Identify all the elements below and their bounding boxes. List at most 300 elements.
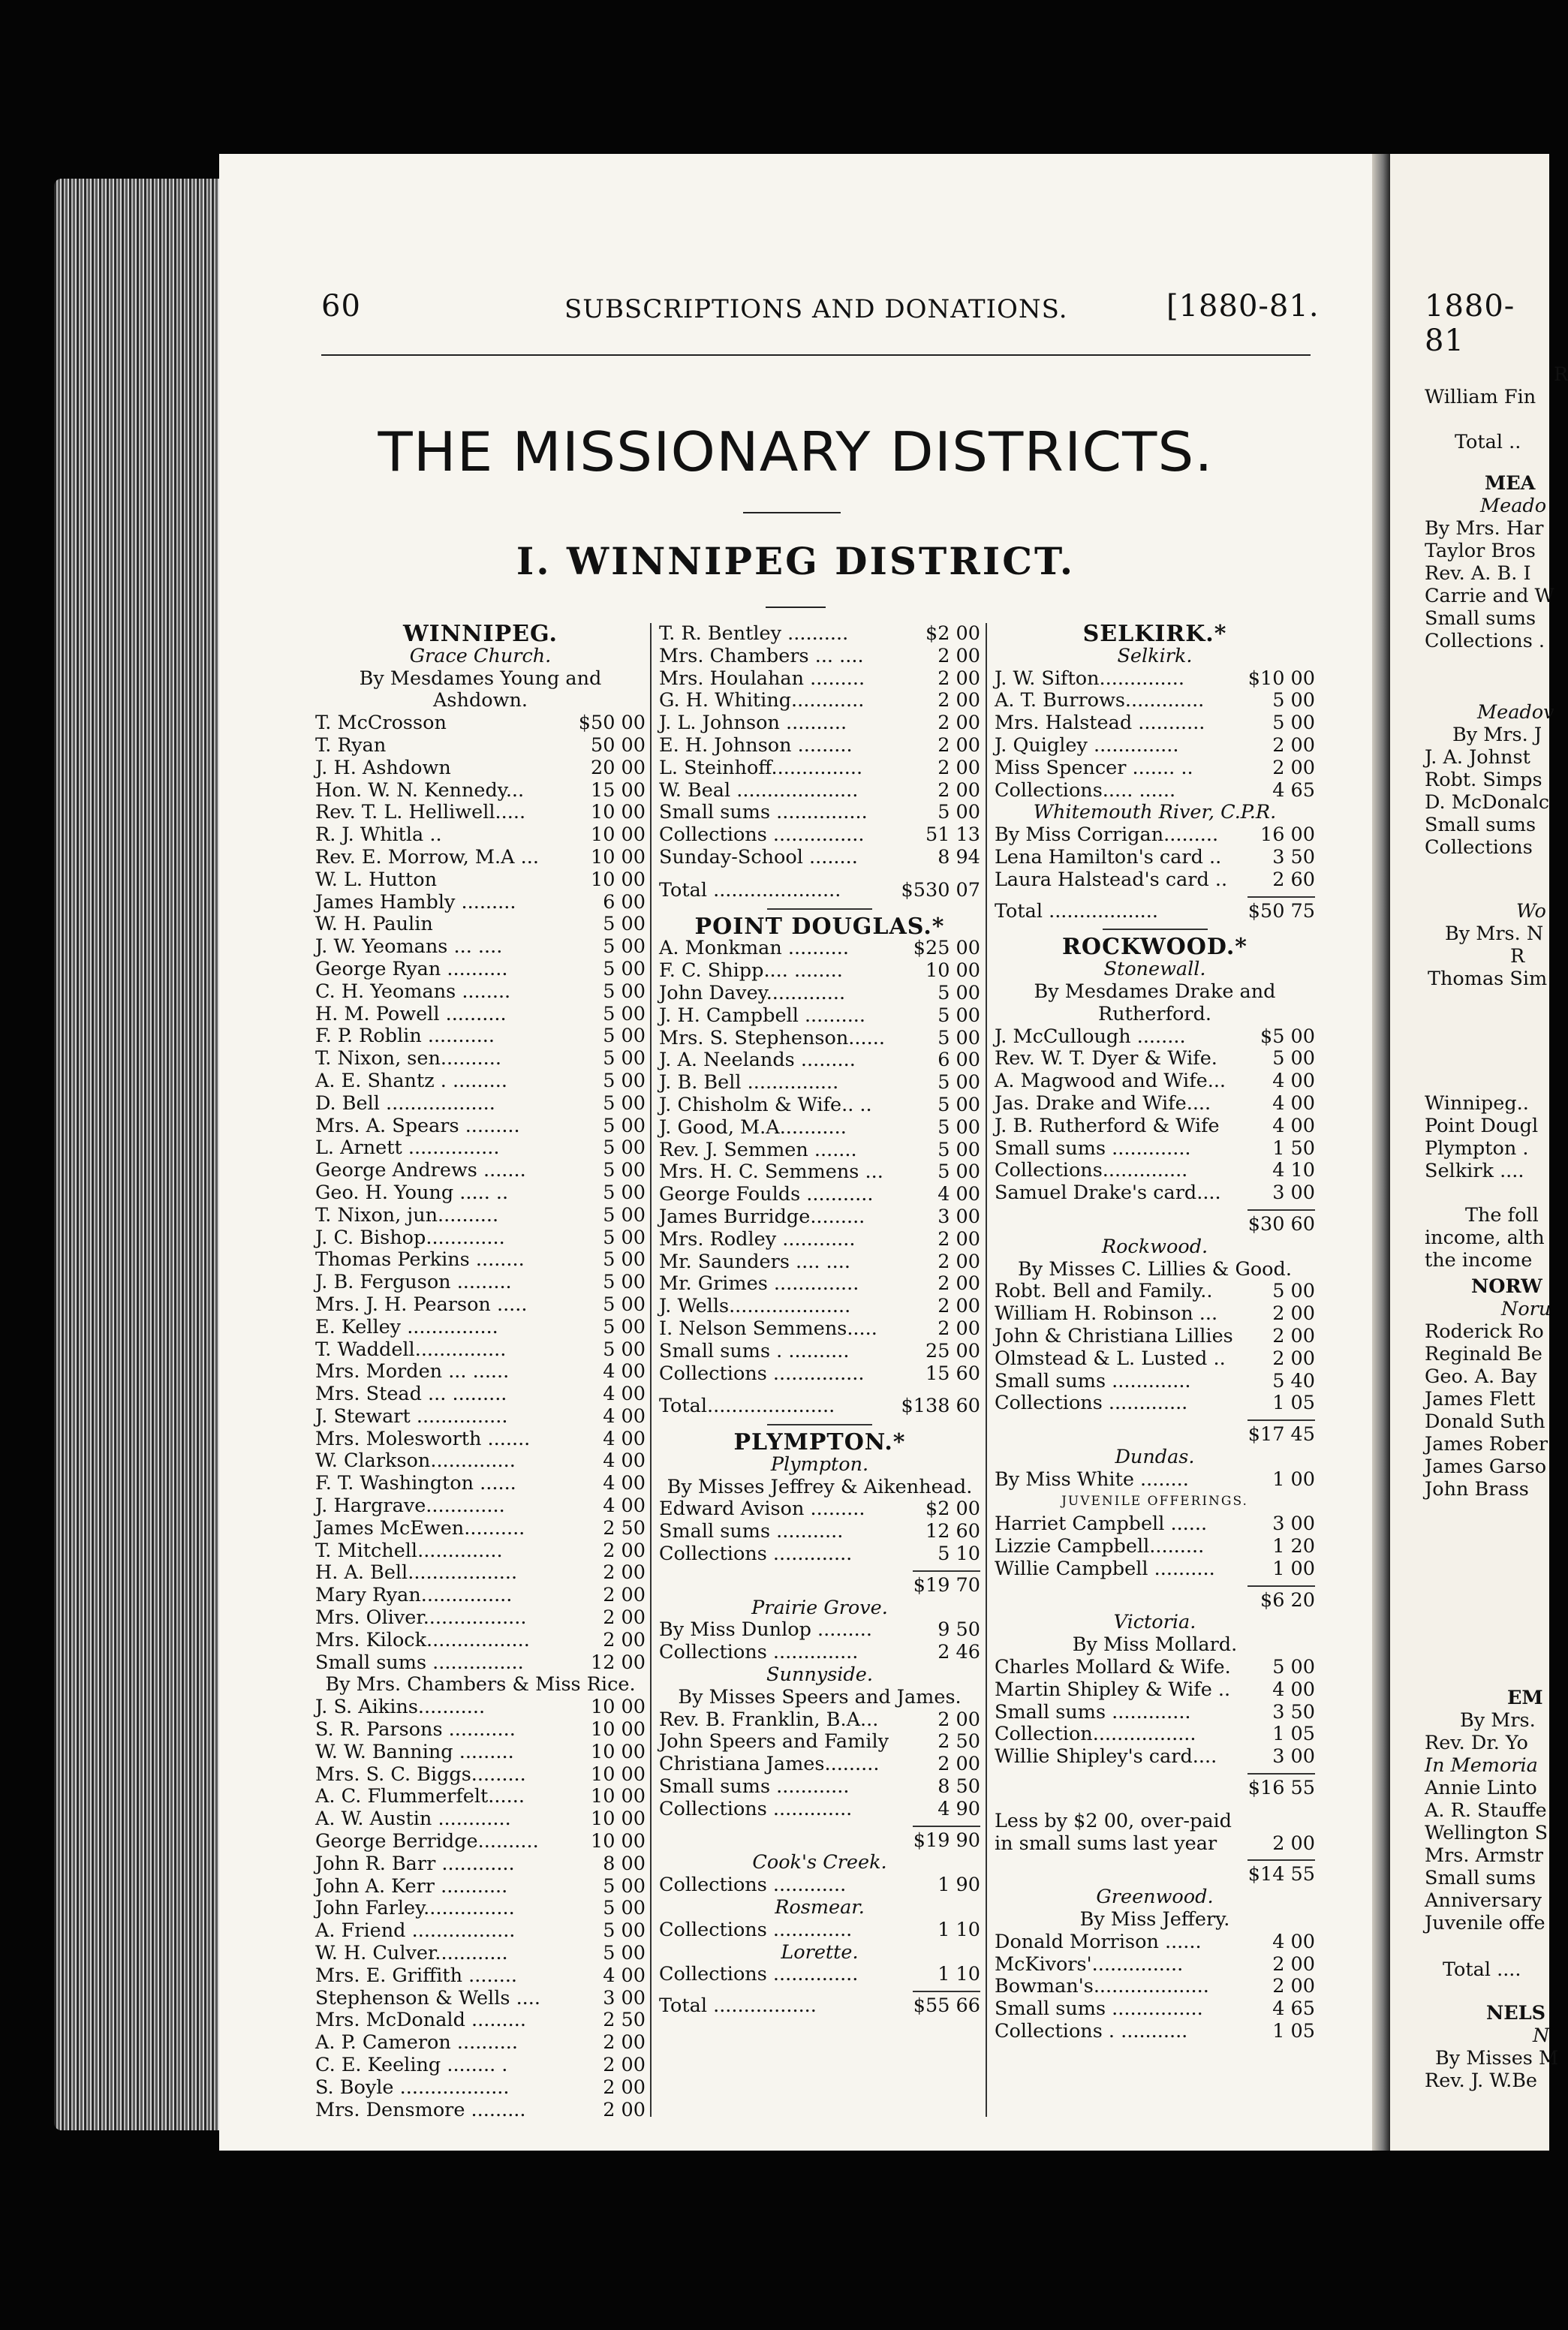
entry-amount: 2 50 — [603, 1516, 646, 1540]
entry-row — [659, 1776, 980, 1799]
entry-name: By Miss Corrigan......... — [995, 823, 1219, 847]
entry-name: J. Good, M.A........... — [659, 1115, 847, 1139]
entry-row — [659, 1206, 980, 1229]
entry-name: A. E. Shantz . ......... — [315, 1069, 507, 1092]
entry-row — [995, 1558, 1315, 1581]
station-heading: Victoria. — [1113, 1611, 1196, 1634]
entry-amount: 1 10 — [937, 1963, 980, 1986]
entry-row — [995, 1093, 1315, 1115]
entry-amount: 5 00 — [603, 1897, 646, 1920]
entry-row — [995, 1702, 1315, 1724]
right-page-text: MEA — [1485, 472, 1536, 495]
entry-row — [315, 1182, 646, 1205]
entry-row — [315, 1876, 646, 1898]
sum-rule — [913, 1570, 980, 1572]
entry-amount: 5 00 — [603, 1136, 646, 1160]
entry-amount: 5 00 — [1272, 689, 1315, 712]
entry-amount: 5 00 — [1272, 1656, 1315, 1679]
entry-amount: 5 00 — [603, 1271, 646, 1294]
entry-row — [995, 1746, 1315, 1769]
station-heading: Rosmear. — [775, 1896, 865, 1919]
entry-amount: 5 00 — [603, 1338, 646, 1361]
sum-rule — [1247, 896, 1315, 898]
entry-amount: 3 00 — [1272, 1745, 1315, 1769]
entry-name: A. Monkman .......... — [659, 937, 849, 960]
entry-name: Sunday-School ........ — [659, 845, 858, 868]
entry-name: Charles Mollard & Wife. — [995, 1656, 1231, 1679]
entry-amount: 2 00 — [1272, 1347, 1315, 1370]
entry-amount: 2 60 — [1272, 868, 1315, 891]
entry-name: J. McCullough ........ — [995, 1025, 1186, 1048]
entry-name: Rev. T. L. Helliwell..... — [315, 801, 526, 824]
sum-rule — [1247, 1773, 1315, 1775]
entry-name: Small sums ............. — [995, 1369, 1191, 1392]
entry-amount: 2 00 — [1272, 1975, 1315, 1998]
entry-name: L. Steinhoff............... — [659, 756, 863, 779]
entry-amount: 2 00 — [937, 644, 980, 667]
entry-amount: 10 00 — [590, 1740, 646, 1763]
station-heading: Lorette. — [781, 1940, 859, 1964]
entry-amount: 2 00 — [937, 733, 980, 757]
entry-row — [315, 1004, 646, 1026]
entry-amount: $5 00 — [1260, 1025, 1315, 1048]
entry-row — [659, 690, 980, 712]
entry-row — [659, 1341, 980, 1363]
right-page-text: Anniversary — [1425, 1889, 1542, 1912]
entry-row — [995, 1811, 1315, 1833]
entry-name: Hon. W. N. Kennedy... — [315, 778, 525, 802]
entry-row — [315, 802, 646, 824]
right-page-text: Small sums — [1425, 607, 1536, 630]
entry-name: Martin Shipley & Wife .. — [995, 1678, 1231, 1701]
station-heading: Whitemouth River, C.P.R. — [1033, 801, 1277, 824]
entry-row — [315, 1205, 646, 1227]
entry-row — [995, 690, 1315, 712]
entry-amount: 2 00 — [1272, 733, 1315, 757]
entry-amount: 8 94 — [937, 845, 980, 868]
entry-amount: 2 00 — [937, 1708, 980, 1731]
entry-row — [995, 780, 1315, 802]
entry-amount: 5 00 — [937, 1004, 980, 1027]
entry-amount: 5 00 — [603, 1159, 646, 1182]
entry-name: Rev. B. Franklin, B.A... — [659, 1708, 879, 1731]
entry-row — [315, 1048, 646, 1070]
entry-amount: 5 00 — [603, 1315, 646, 1338]
entry-row — [659, 938, 980, 960]
entry-amount: $10 00 — [1247, 667, 1315, 690]
entry-row — [315, 712, 646, 735]
entry-amount: 4 00 — [603, 1360, 646, 1383]
entry-name: Christiana James......... — [659, 1753, 880, 1776]
entry-amount: 2 00 — [603, 1539, 646, 1562]
entry-row — [659, 1995, 980, 2018]
entry-amount: 5 00 — [603, 1874, 646, 1898]
entry-amount: $2 00 — [925, 1498, 980, 1521]
entry-row — [995, 1469, 1315, 1492]
entry-name: L. Arnett ............... — [315, 1136, 500, 1160]
entry-amount: 1 20 — [1272, 1535, 1315, 1558]
entry-row — [659, 780, 980, 802]
sum-rule — [1247, 1585, 1315, 1587]
entry-row — [659, 847, 980, 869]
entry-name: J. Wells.................... — [659, 1295, 851, 1318]
right-page-text: Juvenile offe — [1425, 1912, 1545, 1934]
entry-name: Mr. Saunders .... .... — [659, 1250, 850, 1273]
entry-name: George Andrews ....... — [315, 1159, 526, 1182]
right-page-text: NELS — [1486, 2002, 1546, 2024]
entry-row — [315, 1227, 646, 1250]
entry-row — [315, 1428, 646, 1451]
entry-name: Mr. Grimes .............. — [659, 1272, 859, 1296]
entry-name: Small sums ............... — [995, 1997, 1203, 2021]
entry-name: Mrs. Stead ... ......... — [315, 1383, 507, 1406]
entry-row — [659, 1184, 980, 1206]
entry-row — [315, 757, 646, 780]
entry-row — [659, 983, 980, 1005]
entry-amount: 4 00 — [1272, 1091, 1315, 1115]
entry-amount: 4 00 — [1272, 1930, 1315, 1953]
entry-name: Collections .............. — [659, 1963, 859, 1986]
station-heading: Cook's Creek. — [752, 1851, 887, 1874]
entry-name: J. B. Ferguson ......... — [315, 1271, 512, 1294]
right-page-text: Plympton . — [1425, 1137, 1529, 1160]
entry-name: D. Bell .................. — [315, 1091, 495, 1115]
entry-name: F. T. Washington ...... — [315, 1472, 516, 1495]
entry-amount: 3 00 — [937, 1205, 980, 1228]
entry-row — [315, 1562, 646, 1585]
entry-row — [315, 1943, 646, 1965]
entry-name: Small sums ............. — [995, 1136, 1191, 1160]
entry-name: Collections . ........... — [995, 2020, 1188, 2043]
entry-row — [659, 1251, 980, 1274]
entry-name: Mrs. McDonald ......... — [315, 2009, 526, 2032]
entry-amount: 10 00 — [590, 801, 646, 824]
entry-name: J. H. Campbell .......... — [659, 1004, 866, 1027]
entry-row — [659, 1521, 980, 1543]
circuit-heading: SELKIRK.* — [1082, 621, 1227, 647]
entry-amount: 5 00 — [603, 980, 646, 1003]
entry-amount: 5 00 — [937, 1115, 980, 1139]
entry-amount: 5 00 — [603, 935, 646, 959]
entry-name: T. Ryan — [315, 733, 387, 757]
right-page-text: Selkirk .... — [1425, 1160, 1524, 1182]
entry-name: Collections ............. — [995, 1392, 1188, 1415]
entry-row — [315, 1160, 646, 1182]
entry-row — [315, 1070, 646, 1093]
entry-row — [315, 1607, 646, 1630]
right-page-text: Small sums — [1425, 1867, 1536, 1889]
entry-amount: 10 00 — [590, 868, 646, 891]
entry-row — [315, 892, 646, 914]
entry-name: George Foulds ........... — [659, 1183, 874, 1206]
entry-name: Total .................. — [995, 899, 1158, 923]
entry-amount: 2 00 — [1272, 756, 1315, 779]
entry-amount: 2 00 — [603, 1561, 646, 1585]
spacer — [659, 1385, 980, 1395]
sum-rule — [1247, 1209, 1315, 1211]
entry-name: Samuel Drake's card.... — [995, 1182, 1221, 1205]
right-page-text: the income — [1425, 1249, 1533, 1272]
header-rule — [321, 354, 1311, 356]
station-heading: Greenwood. — [1096, 1886, 1214, 1909]
entry-row — [995, 1115, 1315, 1138]
entry-row — [659, 960, 980, 983]
right-page-text: Meadov — [1477, 701, 1554, 724]
entry-name: Rev. J. Semmen ....... — [659, 1138, 857, 1161]
entry-row — [315, 869, 646, 892]
circuit-heading: PLYMPTON.* — [733, 1429, 906, 1456]
column-divider-2 — [986, 623, 987, 2117]
entry-amount: 2 00 — [603, 1628, 646, 1651]
entry-amount: 5 00 — [603, 913, 646, 936]
entry-name: J. Quigley .............. — [995, 733, 1179, 757]
entry-name: Lizzie Campbell......... — [995, 1535, 1205, 1558]
right-page-text: Taylor Bros — [1425, 540, 1536, 562]
entry-row — [659, 1498, 980, 1521]
entry-name: A. W. Austin ............ — [315, 1808, 511, 1831]
entry-amount: $50 75 — [1247, 899, 1315, 923]
entry-amount: 8 50 — [937, 1775, 980, 1799]
entry-amount: 4 00 — [603, 1449, 646, 1473]
subtotal-amount: $19 70 — [913, 1573, 980, 1597]
right-page-text: Geo. A. Bay — [1425, 1365, 1537, 1388]
entry-name: John & Christiana Lillies — [995, 1324, 1233, 1347]
collector-line: By Miss Jeffery. — [1079, 1908, 1230, 1931]
entry-name: J. W. Yeomans ... .... — [315, 935, 503, 959]
entry-row — [659, 1117, 980, 1139]
entry-name: T. Nixon, sen.......... — [315, 1047, 501, 1070]
right-page-text: Thomas Sim — [1428, 968, 1548, 990]
entry-name: Less by $2 00, over-paid — [995, 1809, 1232, 1832]
right-page-text: Donald Suth — [1425, 1410, 1545, 1433]
entry-amount: $2 00 — [925, 622, 980, 645]
entry-name: John Davey............. — [659, 981, 846, 1004]
subtotal-amount: $30 60 — [1247, 1212, 1315, 1236]
entry-name: Mrs. Houlahan ......... — [659, 667, 865, 690]
right-page-text: Total .... — [1443, 1958, 1521, 1981]
entry-row — [315, 959, 646, 981]
entry-name: Small sums ........... — [659, 1520, 844, 1543]
entry-name: William H. Robinson ... — [995, 1302, 1218, 1326]
entry-name: W. Clarkson.............. — [315, 1449, 516, 1473]
entry-row — [995, 757, 1315, 780]
entry-row — [315, 936, 646, 959]
entry-name: Miss Spencer ....... .. — [995, 756, 1193, 779]
right-page-text: J. A. Johnst — [1425, 746, 1530, 769]
entry-name: Bowman's................... — [995, 1975, 1209, 1998]
entry-row — [659, 1161, 980, 1184]
entry-amount: 2 50 — [603, 2009, 646, 2032]
entry-amount: 10 00 — [925, 959, 980, 983]
entry-amount: 1 90 — [937, 1874, 980, 1897]
entry-name: A. Friend ................. — [315, 1919, 516, 1943]
entry-amount: 2 00 — [603, 1606, 646, 1630]
entry-name: Small sums ............ — [659, 1775, 850, 1799]
entry-amount: 5 00 — [937, 1093, 980, 1116]
entry-row — [995, 1303, 1315, 1326]
entry-name: W. Beal .................... — [659, 778, 859, 802]
entry-row — [659, 1363, 980, 1386]
entry-amount: 51 13 — [925, 823, 980, 847]
year-range: [1880-81. — [1166, 289, 1320, 324]
entry-row — [315, 1093, 646, 1115]
entry-amount: 10 00 — [590, 1785, 646, 1808]
entry-amount: 2 00 — [937, 778, 980, 802]
entry-name: Mrs. Oliver................. — [315, 1606, 527, 1630]
right-page-text: James Garso — [1425, 1455, 1547, 1478]
entry-amount: 2 00 — [603, 2031, 646, 2055]
right-page-text: D. McDonalc — [1425, 791, 1549, 814]
entry-amount: 50 00 — [590, 733, 646, 757]
entry-name: Mrs. Morden ... ...... — [315, 1360, 510, 1383]
entry-name: T. Mitchell.............. — [315, 1539, 503, 1562]
station-heading: Selkirk. — [1117, 644, 1193, 667]
entry-name: E. Kelley ............... — [315, 1315, 498, 1338]
entry-name: Geo. H. Young ..... .. — [315, 1181, 509, 1204]
entry-amount: 5 00 — [603, 1002, 646, 1025]
right-page-text: Rev. Dr. Yo — [1425, 1732, 1528, 1754]
right-page-text: Meado — [1480, 495, 1547, 517]
section-rule — [767, 908, 872, 910]
entry-amount: 1 10 — [937, 1918, 980, 1941]
right-page-text: John Brass — [1425, 1478, 1529, 1501]
subtotal-amount: $17 45 — [1247, 1423, 1315, 1446]
entry-name: Small sums ............. — [995, 1700, 1191, 1723]
entry-name: Collections..... ...... — [995, 778, 1176, 802]
entry-row — [995, 1348, 1315, 1371]
entry-amount: 10 00 — [590, 1696, 646, 1719]
entry-name: Rev. W. T. Dyer & Wife. — [995, 1047, 1217, 1070]
entry-row — [995, 712, 1315, 735]
entry-name: Mrs. Halstead ........... — [995, 712, 1205, 735]
entry-amount: 15 60 — [925, 1362, 980, 1385]
entry-row — [659, 1642, 980, 1664]
station-heading: Stonewall. — [1103, 958, 1206, 981]
entry-name: Total ..................... — [659, 878, 841, 902]
entry-amount: 2 00 — [937, 1317, 980, 1340]
entry-name: F. C. Shipp.... ........ — [659, 959, 843, 983]
entry-name: E. H. Johnson ......... — [659, 733, 853, 757]
entry-name: Collections ............... — [659, 1362, 865, 1385]
entry-amount: 4 10 — [1272, 1159, 1315, 1182]
right-page-text: N — [1533, 2024, 1550, 2047]
entry-amount: 5 00 — [603, 1203, 646, 1227]
entry-amount: 3 00 — [1272, 1513, 1315, 1536]
entry-row — [659, 1296, 980, 1318]
entry-name: Mrs. S. Stephenson...... — [659, 1026, 885, 1049]
entry-name: By Miss Dunlop ......... — [659, 1618, 872, 1642]
entry-row — [315, 1786, 646, 1808]
page-number: 60 — [321, 289, 361, 324]
entry-row — [995, 1048, 1315, 1070]
entry-amount: 5 00 — [603, 1025, 646, 1048]
collector-line: By Misses Speers and James. — [678, 1685, 962, 1708]
entry-amount: 5 00 — [603, 1942, 646, 1965]
entry-row — [315, 1473, 646, 1495]
entry-row — [315, 824, 646, 847]
entry-row — [315, 1406, 646, 1428]
entry-amount: 4 65 — [1272, 778, 1315, 802]
entry-row — [315, 2009, 646, 2032]
station-heading: Sunnyside. — [766, 1663, 873, 1687]
entry-amount: 6 00 — [603, 890, 646, 914]
entry-amount: $138 60 — [901, 1395, 980, 1418]
entry-row — [315, 735, 646, 757]
entry-row — [315, 1808, 646, 1831]
entry-row — [995, 1026, 1315, 1049]
entry-row — [315, 780, 646, 802]
entry-amount: 1 00 — [1272, 1557, 1315, 1580]
entry-name: T. McCrosson — [315, 712, 447, 735]
collector-line: By Mesdames Drake and — [1034, 980, 1276, 1003]
entry-row — [315, 1361, 646, 1383]
collector-line: By Mrs. Chambers & Miss Rice. — [325, 1673, 636, 1696]
entry-name: John A. Kerr ........... — [315, 1874, 508, 1898]
entry-amount: 5 40 — [1272, 1369, 1315, 1392]
entry-row — [315, 2077, 646, 2100]
entry-amount: 1 05 — [1272, 1392, 1315, 1415]
entry-amount: 2 00 — [603, 2054, 646, 2076]
entry-row — [659, 1619, 980, 1642]
entry-amount — [1309, 1811, 1315, 1833]
entry-name: F. P. Roblin ........... — [315, 1025, 495, 1048]
entry-amount: $50 00 — [578, 712, 646, 735]
entry-name: Robt. Bell and Family.. — [995, 1280, 1213, 1303]
entry-amount: 5 00 — [603, 1091, 646, 1115]
entry-row — [315, 914, 646, 936]
entry-amount: 2 00 — [937, 712, 980, 735]
entry-row — [315, 1339, 646, 1362]
entry-amount: 5 00 — [937, 1160, 980, 1184]
entry-row — [995, 1392, 1315, 1415]
entry-row — [659, 1318, 980, 1341]
entry-amount: 5 00 — [937, 801, 980, 824]
entry-row — [315, 1025, 646, 1048]
entry-row — [995, 1657, 1315, 1679]
entry-row — [995, 1723, 1315, 1746]
entry-name: C. E. Keeling ........ . — [315, 2054, 508, 2076]
entry-amount: 5 00 — [603, 957, 646, 980]
right-page-text: James Flett — [1425, 1388, 1536, 1410]
entry-row — [315, 1630, 646, 1652]
entry-row — [659, 1543, 980, 1566]
entry-amount: $530 07 — [901, 878, 980, 902]
entry-name: R. J. Whitla .. — [315, 823, 442, 847]
entry-amount: 6 00 — [937, 1049, 980, 1072]
entry-name: Mrs. Rodley ............ — [659, 1227, 856, 1251]
entry-amount: 5 10 — [937, 1543, 980, 1566]
entry-row — [659, 735, 980, 757]
right-page-text: Wellington S — [1425, 1822, 1548, 1844]
entry-amount: 5 00 — [603, 1919, 646, 1943]
entry-row — [315, 1853, 646, 1876]
entry-row — [315, 1272, 646, 1294]
entry-row — [659, 1731, 980, 1754]
entry-name: A. C. Flummerfelt...... — [315, 1785, 525, 1808]
entry-name: T. Waddell............... — [315, 1338, 507, 1361]
entry-row — [315, 847, 646, 869]
entry-name: Willie Shipley's card.... — [995, 1745, 1217, 1769]
entry-amount: 5 00 — [937, 981, 980, 1004]
entry-row — [315, 1764, 646, 1787]
entry-amount: 2 00 — [937, 689, 980, 712]
entry-name: in small sums last year — [995, 1832, 1217, 1855]
entry-name: Mrs. H. C. Semmens ... — [659, 1160, 883, 1184]
entry-name: Small sums ............... — [659, 801, 868, 824]
subtotal-amount: $19 90 — [913, 1829, 980, 1852]
entry-amount: 1 05 — [1272, 1723, 1315, 1746]
entry-amount: 2 00 — [1272, 1302, 1315, 1326]
